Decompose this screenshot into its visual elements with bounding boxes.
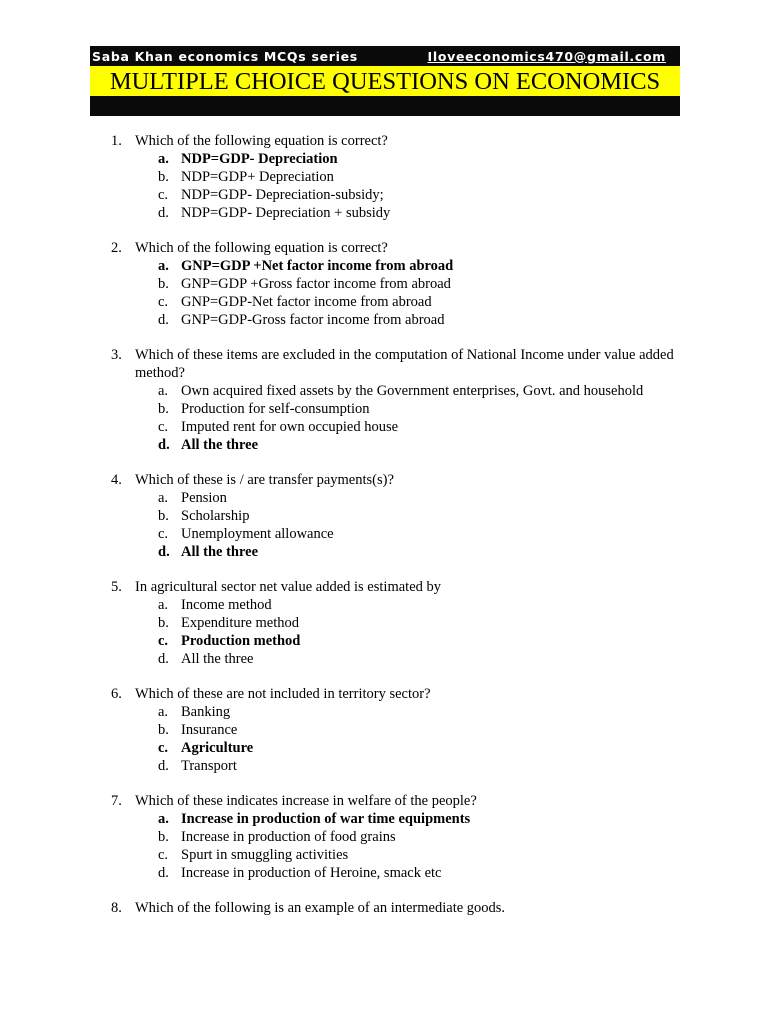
option-letter: d. — [158, 544, 170, 560]
option-item-answer — [158, 632, 691, 650]
question-text: Which of these items are excluded in the computation of National Income under value added method? — [135, 347, 674, 381]
question-item — [111, 346, 691, 454]
document-header — [90, 46, 680, 116]
question-row — [111, 239, 691, 257]
option-item — [158, 293, 691, 311]
option-list — [111, 257, 691, 329]
option-item-answer — [158, 543, 691, 561]
question-row — [111, 346, 691, 382]
option-letter: b. — [158, 276, 169, 292]
option-letter: c. — [158, 526, 169, 542]
option-item — [158, 275, 691, 293]
question-row — [111, 899, 691, 917]
option-letter: b. — [158, 829, 169, 845]
option-text: Increase in production of war time equipments — [181, 811, 471, 827]
option-item-answer — [158, 810, 691, 828]
option-text: NDP=GDP- Depreciation — [181, 151, 338, 167]
option-letter: b. — [158, 169, 169, 185]
option-item — [158, 489, 691, 507]
option-list — [111, 810, 691, 882]
option-item — [158, 311, 691, 329]
option-item — [158, 382, 691, 400]
question-row — [111, 471, 691, 489]
option-letter: c. — [158, 294, 169, 310]
option-letter: a. — [158, 258, 169, 274]
option-letter: c. — [158, 740, 169, 756]
option-text: GNP=GDP +Net factor income from abroad — [181, 258, 454, 274]
option-item-answer — [158, 150, 691, 168]
option-text: All the three — [181, 651, 254, 667]
option-letter: c. — [158, 633, 169, 649]
question-number: 3. — [111, 347, 122, 363]
question-item — [111, 471, 691, 561]
option-text: Income method — [181, 597, 272, 613]
option-item-answer — [158, 436, 691, 454]
option-letter: b. — [158, 722, 169, 738]
question-number: 8. — [111, 900, 122, 916]
option-list — [111, 703, 691, 775]
question-list — [111, 132, 691, 934]
option-letter: a. — [158, 704, 169, 720]
option-list — [111, 150, 691, 222]
question-item — [111, 899, 691, 917]
question-row — [111, 578, 691, 596]
option-letter: b. — [158, 401, 169, 417]
option-list — [111, 382, 691, 454]
option-item — [158, 721, 691, 739]
option-text: Banking — [181, 704, 231, 720]
option-item — [158, 168, 691, 186]
option-letter: b. — [158, 615, 169, 631]
question-text: Which of the following is an example of an intermediate goods. — [135, 900, 506, 916]
option-text: Imputed rent for own occupied house — [181, 419, 399, 435]
option-item — [158, 507, 691, 525]
option-text: Pension — [181, 490, 227, 506]
option-text: Agriculture — [181, 740, 254, 756]
option-letter: a. — [158, 383, 169, 399]
option-item — [158, 525, 691, 543]
option-text: All the three — [181, 437, 259, 453]
option-letter: d. — [158, 205, 169, 221]
option-item — [158, 418, 691, 436]
option-item — [158, 596, 691, 614]
question-item — [111, 132, 691, 222]
option-text: Unemployment allowance — [181, 526, 334, 542]
question-number: 7. — [111, 793, 122, 809]
option-letter: d. — [158, 865, 169, 881]
option-letter: c. — [158, 187, 169, 203]
question-number: 2. — [111, 240, 122, 256]
option-item — [158, 614, 691, 632]
option-text: Production method — [181, 633, 301, 649]
option-text: GNP=GDP-Net factor income from abroad — [181, 294, 432, 310]
question-item — [111, 685, 691, 775]
question-text: Which of these is / are transfer payments(s)? — [135, 472, 394, 488]
option-text: GNP=GDP-Gross factor income from abroad — [181, 312, 445, 328]
option-letter: c. — [158, 419, 169, 435]
question-text: Which of these are not included in territory sector? — [135, 686, 431, 702]
option-text: Increase in production of Heroine, smack etc — [181, 865, 442, 881]
question-text: Which of the following equation is correct? — [135, 133, 388, 149]
option-list — [111, 489, 691, 561]
option-text: Scholarship — [181, 508, 250, 524]
option-item — [158, 186, 691, 204]
page-title: MULTIPLE CHOICE QUESTIONS ON ECONOMICS — [90, 66, 680, 96]
question-item — [111, 578, 691, 668]
option-text: GNP=GDP +Gross factor income from abroad — [181, 276, 451, 292]
option-text: Production for self-consumption — [181, 401, 370, 417]
question-row — [111, 792, 691, 810]
option-text: Transport — [181, 758, 237, 774]
option-item — [158, 400, 691, 418]
option-item — [158, 846, 691, 864]
option-list — [111, 596, 691, 668]
question-item — [111, 239, 691, 329]
option-letter: a. — [158, 151, 169, 167]
option-text: NDP=GDP- Depreciation + subsidy — [181, 205, 391, 221]
option-letter: a. — [158, 490, 169, 506]
option-item-answer — [158, 739, 691, 757]
option-letter: a. — [158, 597, 169, 613]
option-text: NDP=GDP+ Depreciation — [181, 169, 334, 185]
option-item — [158, 204, 691, 222]
option-text: Own acquired fixed assets by the Government enterprises, Govt. and household — [181, 383, 644, 399]
option-item — [158, 650, 691, 668]
option-text: Spurt in smuggling activities — [181, 847, 349, 863]
question-text: Which of the following equation is correct? — [135, 240, 388, 256]
option-item — [158, 864, 691, 882]
header-top-bar — [90, 46, 680, 66]
option-letter: d. — [158, 312, 169, 328]
option-text: Expenditure method — [181, 615, 299, 631]
option-item — [158, 828, 691, 846]
option-item — [158, 703, 691, 721]
question-text: Which of these indicates increase in welfare of the people? — [135, 793, 477, 809]
option-text: Insurance — [181, 722, 238, 738]
option-letter: d. — [158, 758, 169, 774]
option-letter: a. — [158, 811, 169, 827]
option-letter: d. — [158, 437, 170, 453]
email-link[interactable]: Iloveeconomics470@gmail.com — [427, 48, 666, 64]
option-letter: d. — [158, 651, 169, 667]
option-item — [158, 757, 691, 775]
question-number: 4. — [111, 472, 122, 488]
option-text: NDP=GDP- Depreciation-subsidy; — [181, 187, 384, 203]
question-number: 1. — [111, 133, 122, 149]
question-number: 6. — [111, 686, 122, 702]
option-item-answer — [158, 257, 691, 275]
option-text: All the three — [181, 544, 259, 560]
question-item — [111, 792, 691, 882]
question-row — [111, 685, 691, 703]
header-bottom-bar — [90, 96, 680, 116]
question-row — [111, 132, 691, 150]
option-text: Increase in production of food grains — [181, 829, 396, 845]
option-letter: c. — [158, 847, 169, 863]
question-text: In agricultural sector net value added is estimated by — [135, 579, 442, 595]
option-letter: b. — [158, 508, 169, 524]
question-number: 5. — [111, 579, 122, 595]
series-label: Saba Khan economics MCQs series — [92, 48, 358, 64]
